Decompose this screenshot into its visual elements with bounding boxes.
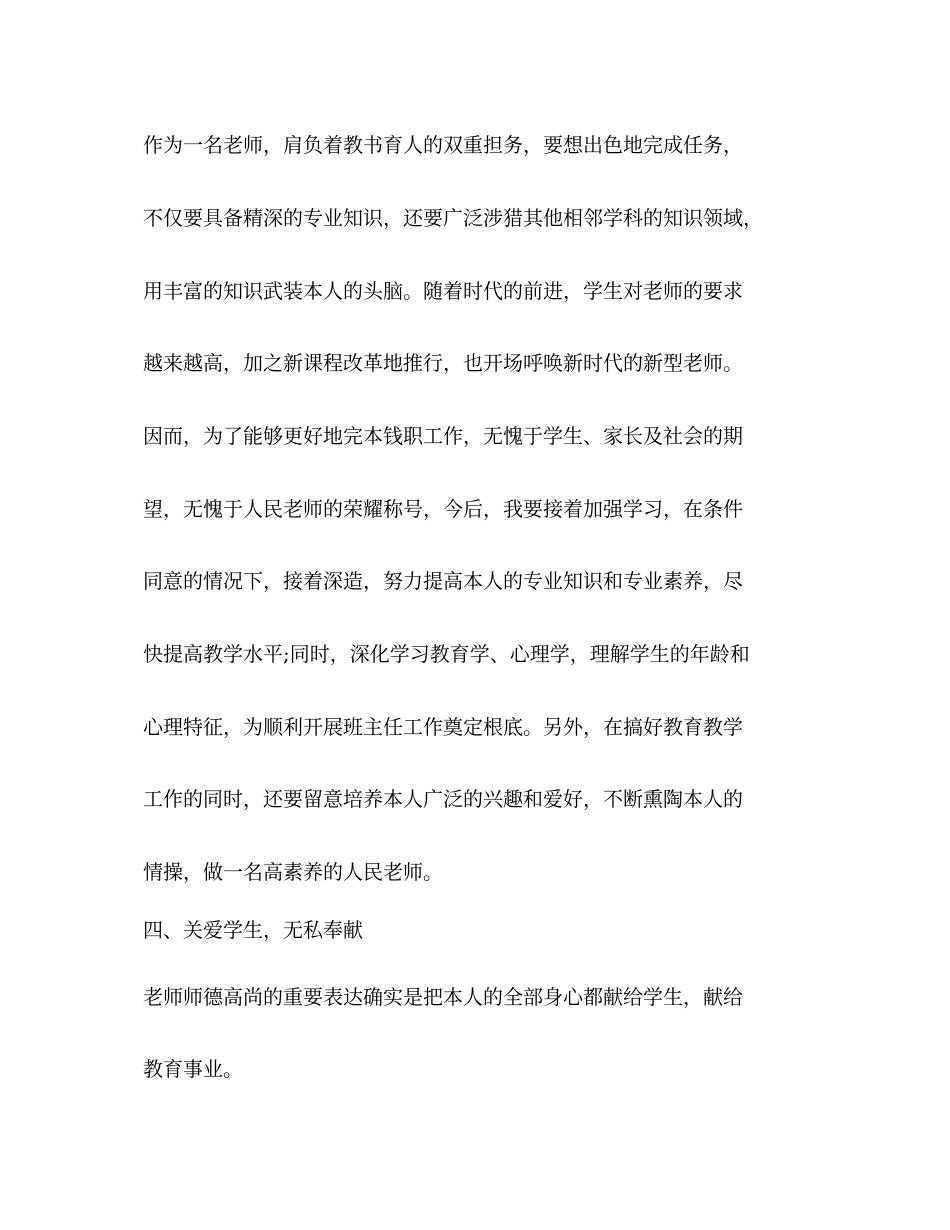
paragraph-line: 情操，做一名高素养的人民老师。 (143, 860, 443, 884)
paragraph-line: 快提高教学水平;同时，深化学习教育学、心理学，理解学生的年龄和 (143, 642, 750, 666)
paragraph-line: 不仅要具备精深的专业知识，还要广泛涉猎其他相邻学科的知识领域， (143, 206, 763, 230)
paragraph-line: 教育事业。 (143, 1057, 243, 1081)
section-heading: 四、关爱学生，无私奉献 (143, 918, 363, 942)
paragraph-line: 工作的同时，还要留意培养本人广泛的兴趣和爱好，不断熏陶本人的 (143, 787, 743, 811)
paragraph-line: 老师师德高尚的重要表达确实是把本人的全部身心都献给学生，献给 (143, 985, 743, 1009)
paragraph-line: 作为一名老师，肩负着教书育人的双重担务，要想出色地完成任务， (143, 133, 743, 157)
paragraph-line: 越来越高，加之新课程改革地推行，也开场呼唤新时代的新型老师。 (143, 351, 743, 375)
paragraph-line: 因而，为了能够更好地完本钱职工作，无愧于学生、家长及社会的期 (143, 424, 743, 448)
paragraph-line: 同意的情况下，接着深造，努力提高本人的专业知识和专业素养，尽 (143, 569, 743, 593)
paragraph-line: 用丰富的知识武装本人的头脑。随着时代的前进，学生对老师的要求 (143, 279, 743, 303)
paragraph-line: 望，无愧于人民老师的荣耀称号，今后，我要接着加强学习，在条件 (143, 497, 743, 521)
paragraph-line: 心理特征，为顺利开展班主任工作奠定根底。另外，在搞好教育教学 (143, 715, 743, 739)
